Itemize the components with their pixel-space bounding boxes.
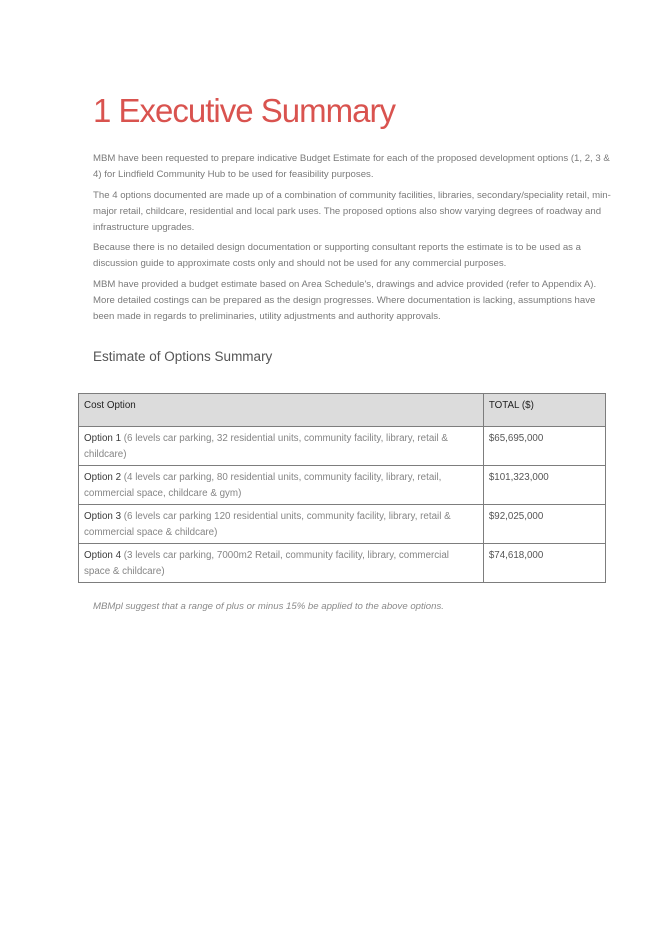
page-title: 1 Executive Summary (93, 92, 395, 129)
table-header-row (79, 394, 606, 427)
options-summary-table (78, 393, 606, 583)
intro-paragraph-4: MBM have provided a budget estimate based on Area Schedule's, drawings and advice provided (refer to Appendix A). More detailed costings can be prepared as the design progresses. Where documentation is lacking, assumptions have been made in regards to preliminaries, utility adjustments and authority approvals. (93, 279, 597, 322)
table-row (79, 466, 606, 505)
option-description-cell (79, 466, 484, 505)
range-note: MBMpl suggest that a range of plus or minus 15% be applied to the above options. (93, 601, 444, 612)
option-description: (6 levels car parking 120 residential units, community facility, library, retail & commercial space & childcare) (84, 511, 451, 538)
section-subheading: Estimate of Options Summary (93, 349, 273, 364)
option-total: $65,695,000 (483, 427, 605, 466)
option-description: (6 levels car parking, 32 residential units, community facility, library, retail & childcare) (84, 433, 448, 460)
option-description: (4 levels car parking, 80 residential units, community facility, library, retail, commercial space, childcare & gym) (84, 472, 442, 499)
intro-paragraph-3: Because there is no detailed design documentation or supporting consultant reports the estimate is to be used as a discussion guide to approximate costs only and should not be used for any commercial purposes. (93, 242, 581, 269)
option-label: Option 2 (84, 472, 122, 483)
option-total: $74,618,000 (483, 544, 605, 583)
table-row (79, 505, 606, 544)
option-total: $92,025,000 (483, 505, 605, 544)
intro-paragraph-2: The 4 options documented are made up of a combination of community facilities, libraries, secondary/speciality retail, min-major retail, childcare, residential and local park uses. The proposed options also show varying degrees of roadway and infrastructure upgrades. (93, 190, 611, 233)
option-label: Option 3 (84, 511, 122, 522)
option-description-cell (79, 505, 484, 544)
option-label: Option 4 (84, 550, 122, 561)
option-description-cell (79, 544, 484, 583)
option-description: (3 levels car parking, 7000m2 Retail, community facility, library, commercial space & childcare) (84, 550, 449, 577)
column-header-total: TOTAL ($) (483, 394, 605, 427)
option-label: Option 1 (84, 433, 122, 444)
option-description-cell (79, 427, 484, 466)
table-row (79, 427, 606, 466)
intro-paragraph-1: MBM have been requested to prepare indicative Budget Estimate for each of the proposed development options (1, 2, 3 & 4) for Lindfield Community Hub to be used for feasibility purposes. (93, 153, 610, 180)
column-header-cost-option: Cost Option (79, 394, 484, 427)
option-total: $101,323,000 (483, 466, 605, 505)
table-row (79, 544, 606, 583)
